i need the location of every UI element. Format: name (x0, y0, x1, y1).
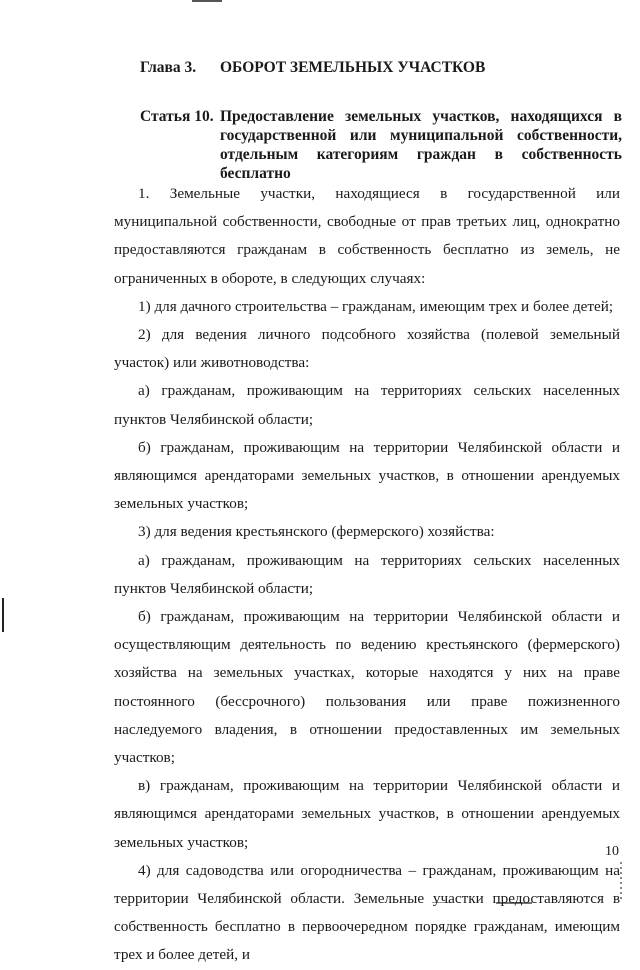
page-number: 10 (605, 844, 619, 859)
chapter-number: Глава 3. (140, 59, 197, 76)
paragraph: б) гражданам, проживающим на территории Челябинской области и являющимся арендаторами земельных участков, в отношении арендуемых земельных участков; (114, 438, 620, 513)
paragraph: 3) для ведения крестьянского (фермерского) хозяйства: (138, 523, 495, 541)
scan-artifact-top (192, 0, 222, 2)
article-title: Предоставление земельных участков, находящихся в государственной или муниципальной собственности, отдельным категориям граждан в собственность бесплатно (220, 108, 622, 182)
scan-artifact-left (2, 598, 4, 632)
paragraph: а) гражданам, проживающим на территориях сельских населенных пунктов Челябинской области; (114, 382, 620, 428)
paragraph: 1. Земельные участки, находящиеся в государственной или муниципальной собственности, свободные от прав третьих лиц, однократно предоставляются гражданам в собственность бесплатно из земель, не ограниченных в обороте, в следующих случаях: (114, 185, 620, 287)
scan-artifact-dots (620, 862, 622, 902)
paragraph: 4) для садоводства или огородничества – гражданам, проживающим на территории Челябинской области. Земельные участки предоставляются в собственность бесплатно в первоочередном порядке гражданам, имеющим трех и более детей, и (114, 861, 620, 964)
chapter-heading (140, 59, 485, 77)
paragraph: в) гражданам, проживающим на территории Челябинской области и являющимся арендаторами земельных участков, в отношении арендуемых земельных участков; (114, 777, 620, 851)
paragraph: 2) для ведения личного подсобного хозяйства (полевой земельный участок) или животноводства: (114, 326, 620, 372)
chapter-title: ОБОРОТ ЗЕМЕЛЬНЫХ УЧАСТКОВ (220, 59, 486, 76)
article-number: Статья 10. (140, 108, 214, 125)
article-heading (140, 107, 622, 183)
paragraph: а) гражданам, проживающим на территориях сельских населенных пунктов Челябинской области; (114, 551, 620, 597)
article-body (114, 180, 620, 970)
paragraph: б) гражданам, проживающим на территории Челябинской области и осуществляющим деятельность по ведению крестьянского (фермерского) хозяйства на земельных участках, которые находятся у них на праве постоянного (бессрочного) пользования или праве пожизненного наследуемого владения, в отношении предоставленных им земельных участков; (114, 608, 620, 767)
paragraph: 1) для дачного строительства – гражданам, имеющим трех и более детей; (138, 297, 614, 315)
